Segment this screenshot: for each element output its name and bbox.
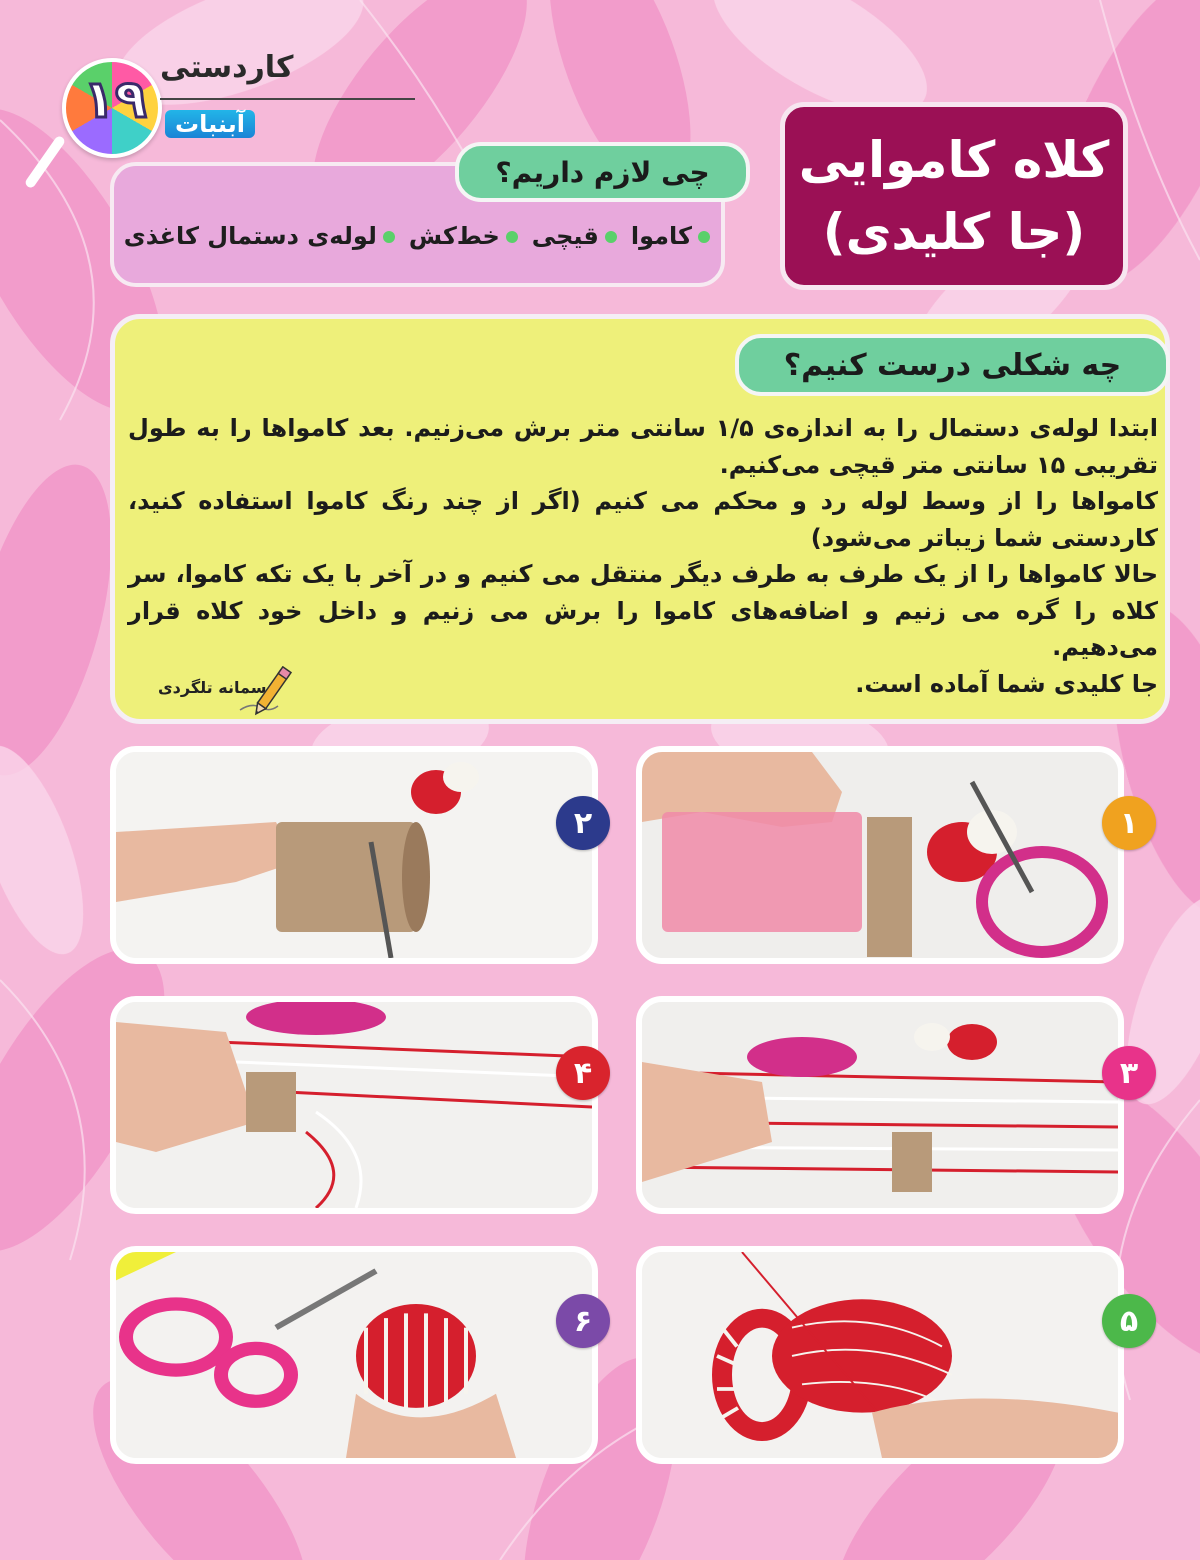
step-3-photo — [636, 996, 1124, 1214]
instructions-text — [128, 410, 1158, 702]
step-1-photo — [636, 746, 1124, 964]
step-2-badge: ۲ — [556, 796, 610, 850]
title-line-1: کلاه کاموایی — [798, 131, 1110, 189]
step-4-badge: ۴ — [556, 1046, 610, 1100]
bullet-icon — [698, 231, 710, 243]
pencil-icon — [232, 666, 302, 716]
instruction-paragraph: ابتدا لوله‌ی دستمال را به اندازه‌ی ۱/۵ سانتی متر برش می‌زنیم. بعد کامواها را به طول تقریبی ۱۵ سانتی متر قیچی می‌کنیم. — [128, 414, 1158, 479]
instructions-heading: چه شکلی درست کنیم؟ — [735, 334, 1170, 396]
step-5-badge: ۵ — [1102, 1294, 1156, 1348]
step-4-photo — [110, 996, 598, 1214]
material-item: قیچی — [532, 222, 617, 250]
article-title — [780, 102, 1128, 290]
step-6-photo — [110, 1246, 598, 1464]
author-name: سمانه تلگردی — [158, 678, 267, 697]
step-2-photo — [110, 746, 598, 964]
bullet-icon — [506, 231, 518, 243]
materials-list — [120, 222, 710, 250]
step-6-badge: ۶ — [556, 1294, 610, 1348]
materials-heading: چی لازم داریم؟ — [455, 142, 750, 202]
bullet-icon — [605, 231, 617, 243]
title-line-2: (جا کلیدی) — [822, 203, 1086, 261]
step-1-badge: ۱ — [1102, 796, 1156, 850]
bullet-icon — [383, 231, 395, 243]
step-3-badge: ۳ — [1102, 1046, 1156, 1100]
header-divider — [160, 98, 415, 100]
brand-logo: آبنبات — [165, 110, 255, 138]
section-title: کاردستی — [160, 50, 294, 85]
step-5-photo — [636, 1246, 1124, 1464]
material-item: خط‌کش — [409, 222, 518, 250]
instruction-paragraph: حالا کامواها را از یک طرف به طرف دیگر منتقل می کنیم و در آخر با یک تکه کاموا، سر کلاه را گره می زنیم و اضافه‌های کاموا را برش می زنیم و داخل خود کلاه قرار می‌دهیم. — [128, 560, 1158, 661]
material-item: لوله‌ی دستمال کاغذی — [124, 222, 395, 250]
instruction-paragraph: جا کلیدی شما آماده است. — [855, 669, 1158, 698]
material-item: کاموا — [631, 222, 710, 250]
instruction-paragraph: کامواها را از وسط لوله رد و محکم می کنیم (اگر از چند رنگ کاموا استفاده کنید، کاردستی شما زیباتر می‌شود) — [128, 487, 1158, 552]
page-number: ۱۹ — [83, 70, 147, 130]
